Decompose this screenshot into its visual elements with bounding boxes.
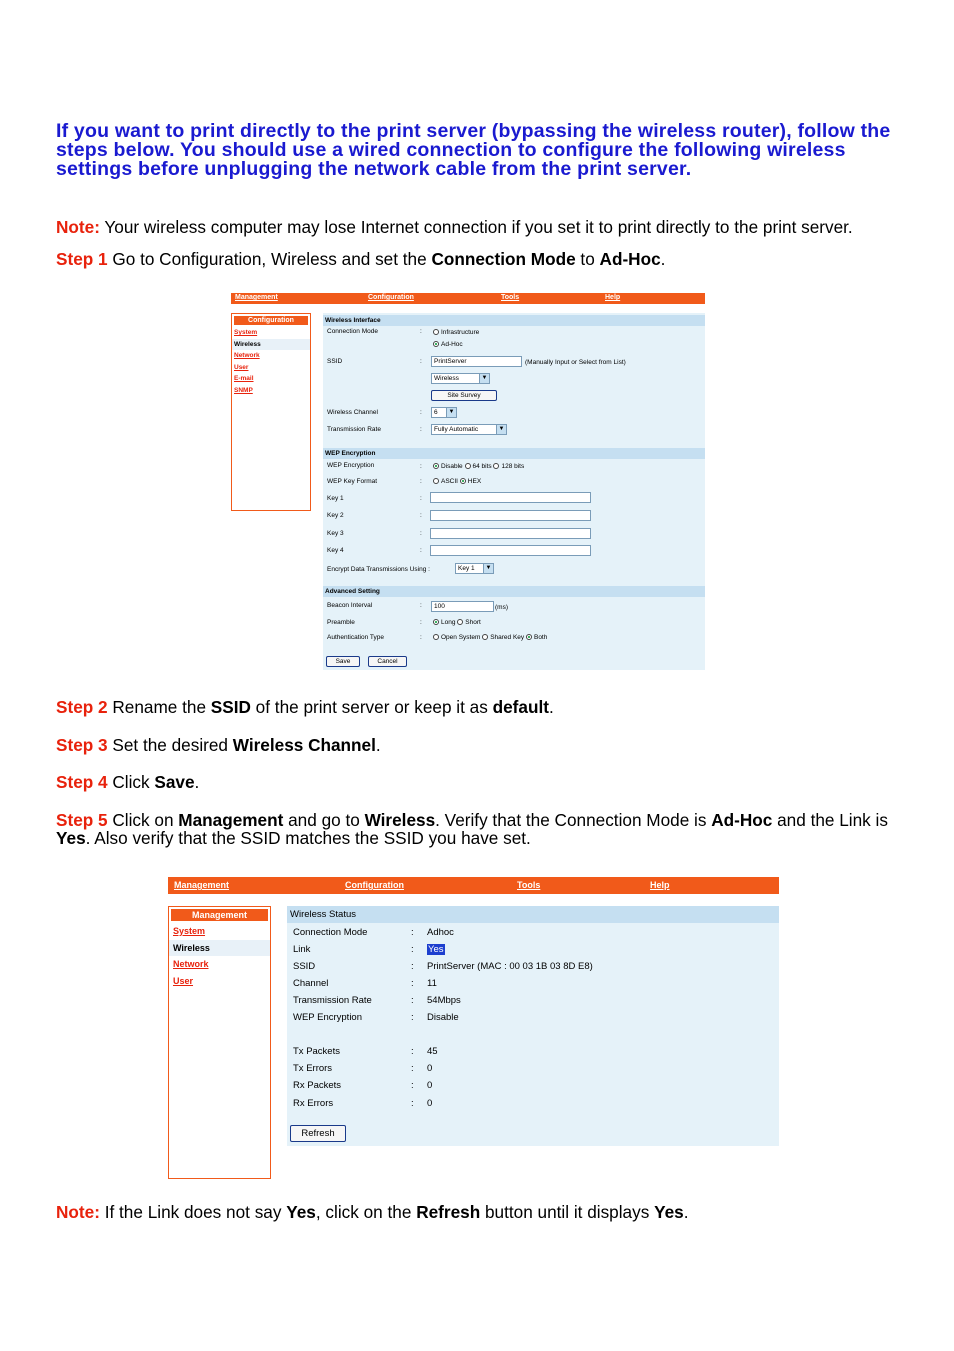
sidebar-item-network[interactable]: Network [173,959,209,969]
status-label: Tx Errors [293,1063,333,1074]
colon: : [411,944,414,955]
colon: : [411,927,414,938]
key-4-input[interactable] [430,545,591,556]
radio-label: Shared Key [490,634,525,641]
sidebar [231,313,311,511]
colon: : [411,995,414,1006]
step-bold: Wireless Channel [232,735,376,755]
radio-checked-icon [433,341,439,347]
note-text: Your wireless computer may lose Internet connection if you set it to print directly to the print server. [99,217,853,237]
nav-configuration[interactable]: Configuration [368,294,414,301]
sidebar-item-network[interactable]: Network [234,352,260,359]
status-label: Tx Packets [293,1046,340,1057]
step-3 [56,736,906,754]
sidebar-title: Management [171,909,268,921]
radio-label: Both [533,634,548,641]
note-text: . [683,1202,689,1222]
preamble-options [433,619,481,626]
site-survey-button[interactable]: Site Survey [431,390,497,401]
step-text: to [575,249,600,269]
radio-wep-128[interactable] [493,463,524,470]
sidebar-item-system[interactable]: System [234,329,258,336]
section-advanced-setting: Advanced Setting [323,586,705,597]
select-value: Fully Automatic [434,426,479,433]
radio-open-system[interactable] [433,634,480,641]
step-bold: SSID [210,697,251,717]
radio-wep-64[interactable] [465,463,492,470]
colon: : [420,547,422,554]
status-label: Link [293,944,311,955]
colon: : [420,426,422,433]
status-value: 54Mbps [427,995,461,1006]
key-2-input[interactable] [430,510,591,521]
colon: : [411,1063,414,1074]
nav-management[interactable]: Management [235,294,278,301]
rate-select[interactable] [431,424,507,435]
step-bold: default [492,697,549,717]
step-5 [56,811,896,847]
status-value: 0 [427,1080,433,1091]
radio-checked-icon [460,478,466,484]
save-button[interactable]: Save [326,656,360,667]
chevron-down-icon: ▼ [479,374,489,383]
radio-label: Disable [441,463,463,470]
step-label: Step 5 [56,810,108,830]
label-ssid: SSID [327,358,343,365]
note-text: button until it displays [480,1202,655,1222]
note-text: If the Link does not say [99,1202,287,1222]
colon: : [411,1080,414,1091]
beacon-unit: (ms) [495,604,508,611]
radio-icon [457,619,463,625]
radio-icon [465,463,471,469]
note-paragraph [56,1203,906,1221]
ssid-input[interactable]: PrintServer [431,356,522,367]
label-wep-encryption: WEP Encryption [327,462,375,469]
colon: : [420,602,422,609]
nav-help[interactable]: Help [650,880,670,890]
status-value: 0 [427,1098,433,1109]
nav-management[interactable]: Management [174,880,230,890]
select-value: Wireless [434,375,459,382]
status-label: WEP Encryption [293,1012,362,1023]
key-3-input[interactable] [430,528,591,539]
colon: : [411,1046,414,1057]
nav-tools[interactable]: Tools [517,880,541,890]
sidebar-item-wireless[interactable]: Wireless [232,339,310,351]
chevron-down-icon: ▼ [483,564,493,573]
encrypt-key-select[interactable] [455,563,494,574]
top-nav-bar [168,877,779,894]
status-label: Rx Errors [293,1098,334,1109]
section-wep-encryption: WEP Encryption [323,448,705,459]
radio-label: 64 bits [472,463,492,470]
radio-label: Ad-Hoc [441,341,463,348]
label-beacon-interval: Beacon Interval [327,602,373,609]
link-yes-highlight: Yes [428,944,444,955]
label-connection-mode: Connection Mode [327,328,378,335]
step-text: Rename the [107,697,211,717]
wireless-form [323,313,705,670]
radio-infrastructure[interactable] [433,329,479,336]
colon: : [411,961,414,972]
radio-label: Open System [441,634,481,641]
radio-ascii[interactable] [433,478,458,485]
label-key-4: Key 4 [327,547,344,554]
radio-adhoc[interactable] [433,341,463,348]
step-bold: Ad-Hoc [711,810,773,830]
step-text: and the Link is [772,810,888,830]
beacon-input[interactable]: 100 [431,601,494,612]
ssid-list-select[interactable] [431,373,490,384]
sidebar-item-wireless[interactable]: Wireless [169,940,270,957]
radio-label: ASCII [441,478,458,485]
step-text: . Verify that the Connection Mode is [435,810,712,830]
radio-icon [433,478,439,484]
colon: : [420,409,422,416]
note-bold: Refresh [416,1202,481,1222]
nav-configuration[interactable]: Configuration [345,880,404,890]
step-bold: Ad-Hoc [599,249,661,269]
status-value: 11 [427,978,437,989]
status-value-link [427,944,445,955]
status-value: 0 [427,1063,433,1074]
radio-checked-icon [526,634,532,640]
step-bold: Yes [56,828,86,848]
nav-tools[interactable]: Tools [501,294,520,301]
label-encrypt-using: Encrypt Data Transmissions Using : [327,566,430,573]
note-bold: Yes [286,1202,316,1222]
step-text: . Also verify that the SSID matches the SSID you have set. [85,828,531,848]
status-label: Transmission Rate [293,995,372,1006]
radio-checked-icon [433,619,439,625]
radio-icon [482,634,488,640]
select-value: Key 1 [458,565,475,572]
note-paragraph [56,218,906,236]
radio-label: Long [441,619,456,626]
nav-help[interactable]: Help [605,294,621,301]
label-preamble: Preamble [327,619,355,626]
auth-options [433,634,547,641]
sidebar [168,906,271,1179]
radio-short[interactable] [457,619,481,626]
step-text: Click on [107,810,179,830]
step-bold: Wireless [364,810,436,830]
step-text: of the print server or keep it as [250,697,493,717]
colon: : [420,530,422,537]
chevron-down-icon: ▼ [446,408,456,417]
step-text: Set the desired [107,735,233,755]
step-bold: Connection Mode [431,249,576,269]
sidebar-title: Configuration [234,316,308,325]
label-wireless-channel: Wireless Channel [327,409,378,416]
label-authentication-type: Authentication Type [327,634,384,641]
note-label: Note: [56,217,100,237]
section-wireless-interface: Wireless Interface [323,315,705,326]
step-4 [56,773,906,791]
radio-icon [433,329,439,335]
step-text: . [660,249,666,269]
sidebar-item-user[interactable]: User [173,975,194,986]
radio-label: Short [465,619,481,626]
status-value: PrintServer (MAC : 00 03 1B 03 8D E8) [427,961,593,972]
top-nav-bar [231,293,705,304]
status-label: Rx Packets [293,1080,342,1091]
colon: : [411,1012,414,1023]
step-text: Click [107,772,155,792]
key-1-input[interactable] [430,492,591,503]
wireless-status-panel [287,906,779,1146]
refresh-button[interactable]: Refresh [290,1125,346,1142]
radio-wep-disable[interactable] [433,463,463,470]
label-key-3: Key 3 [327,530,344,537]
radio-label: HEX [467,478,482,485]
step-text: and go to [283,810,365,830]
note-label: Note: [56,1202,100,1222]
colon: : [411,978,414,989]
colon: : [420,495,422,502]
radio-shared-key[interactable] [482,634,524,641]
step-text: Go to Configuration, Wireless and set the [107,249,432,269]
sidebar-item-system[interactable]: System [173,926,206,936]
step-label: Step 3 [56,735,108,755]
status-value: Adhoc [427,927,454,938]
step-label: Step 4 [56,772,108,792]
colon: : [420,463,422,470]
step-2 [56,698,906,716]
colon: : [411,1098,414,1109]
wep-options [433,463,524,470]
note-bold: Yes [654,1202,684,1222]
radio-icon [433,634,439,640]
step-text: . [548,697,554,717]
colon: : [420,478,422,485]
ssid-hint: (Manually Input or Select from List) [525,359,626,366]
radio-long[interactable] [433,619,455,626]
radio-checked-icon [433,463,439,469]
radio-icon [493,463,499,469]
radio-both[interactable] [526,634,547,641]
label-wep-key-format: WEP Key Format [327,478,378,485]
wireless-config-screenshot [231,293,705,670]
colon: : [420,358,422,365]
status-label: SSID [293,961,316,972]
select-value: 6 [434,409,438,416]
label-transmission-rate: Transmission Rate [327,426,381,433]
note-text: , click on the [315,1202,417,1222]
step-text: . [375,735,381,755]
label-key-2: Key 2 [327,512,344,519]
radio-label: 128 bits [501,463,525,470]
status-label: Channel [293,978,329,989]
colon: : [420,328,422,335]
sidebar-item-snmp[interactable]: SNMP [234,386,253,394]
radio-hex[interactable] [460,478,481,485]
step-label: Step 1 [56,249,108,269]
label-key-1: Key 1 [327,495,344,502]
panel-title: Wireless Status [287,906,779,923]
intro-heading: If you want to print directly to the print server (bypassing the wireless router), follow the steps below. You should use a wired connection to configure the following wireless settings before unplugging the network cable from the print server. [56,120,891,180]
step-text: . [194,772,200,792]
step-label: Step 2 [56,697,108,717]
step-bold: Management [178,810,284,830]
status-value: Disable [427,1012,459,1023]
colon: : [420,619,422,626]
step-1 [56,250,906,268]
step-bold: Save [154,772,195,792]
radio-label: Infrastructure [441,329,480,336]
sidebar-item-user[interactable]: User [234,363,249,371]
chevron-down-icon: ▼ [496,425,506,434]
sidebar-item-email[interactable]: E-mail [234,375,254,382]
wireless-status-screenshot [168,877,779,1179]
status-label: Connection Mode [293,927,368,938]
colon: : [420,634,422,641]
cancel-button[interactable]: Cancel [368,656,407,667]
channel-select[interactable] [431,407,457,418]
key-format-options [433,478,481,485]
status-value: 45 [427,1046,438,1057]
colon: : [420,512,422,519]
